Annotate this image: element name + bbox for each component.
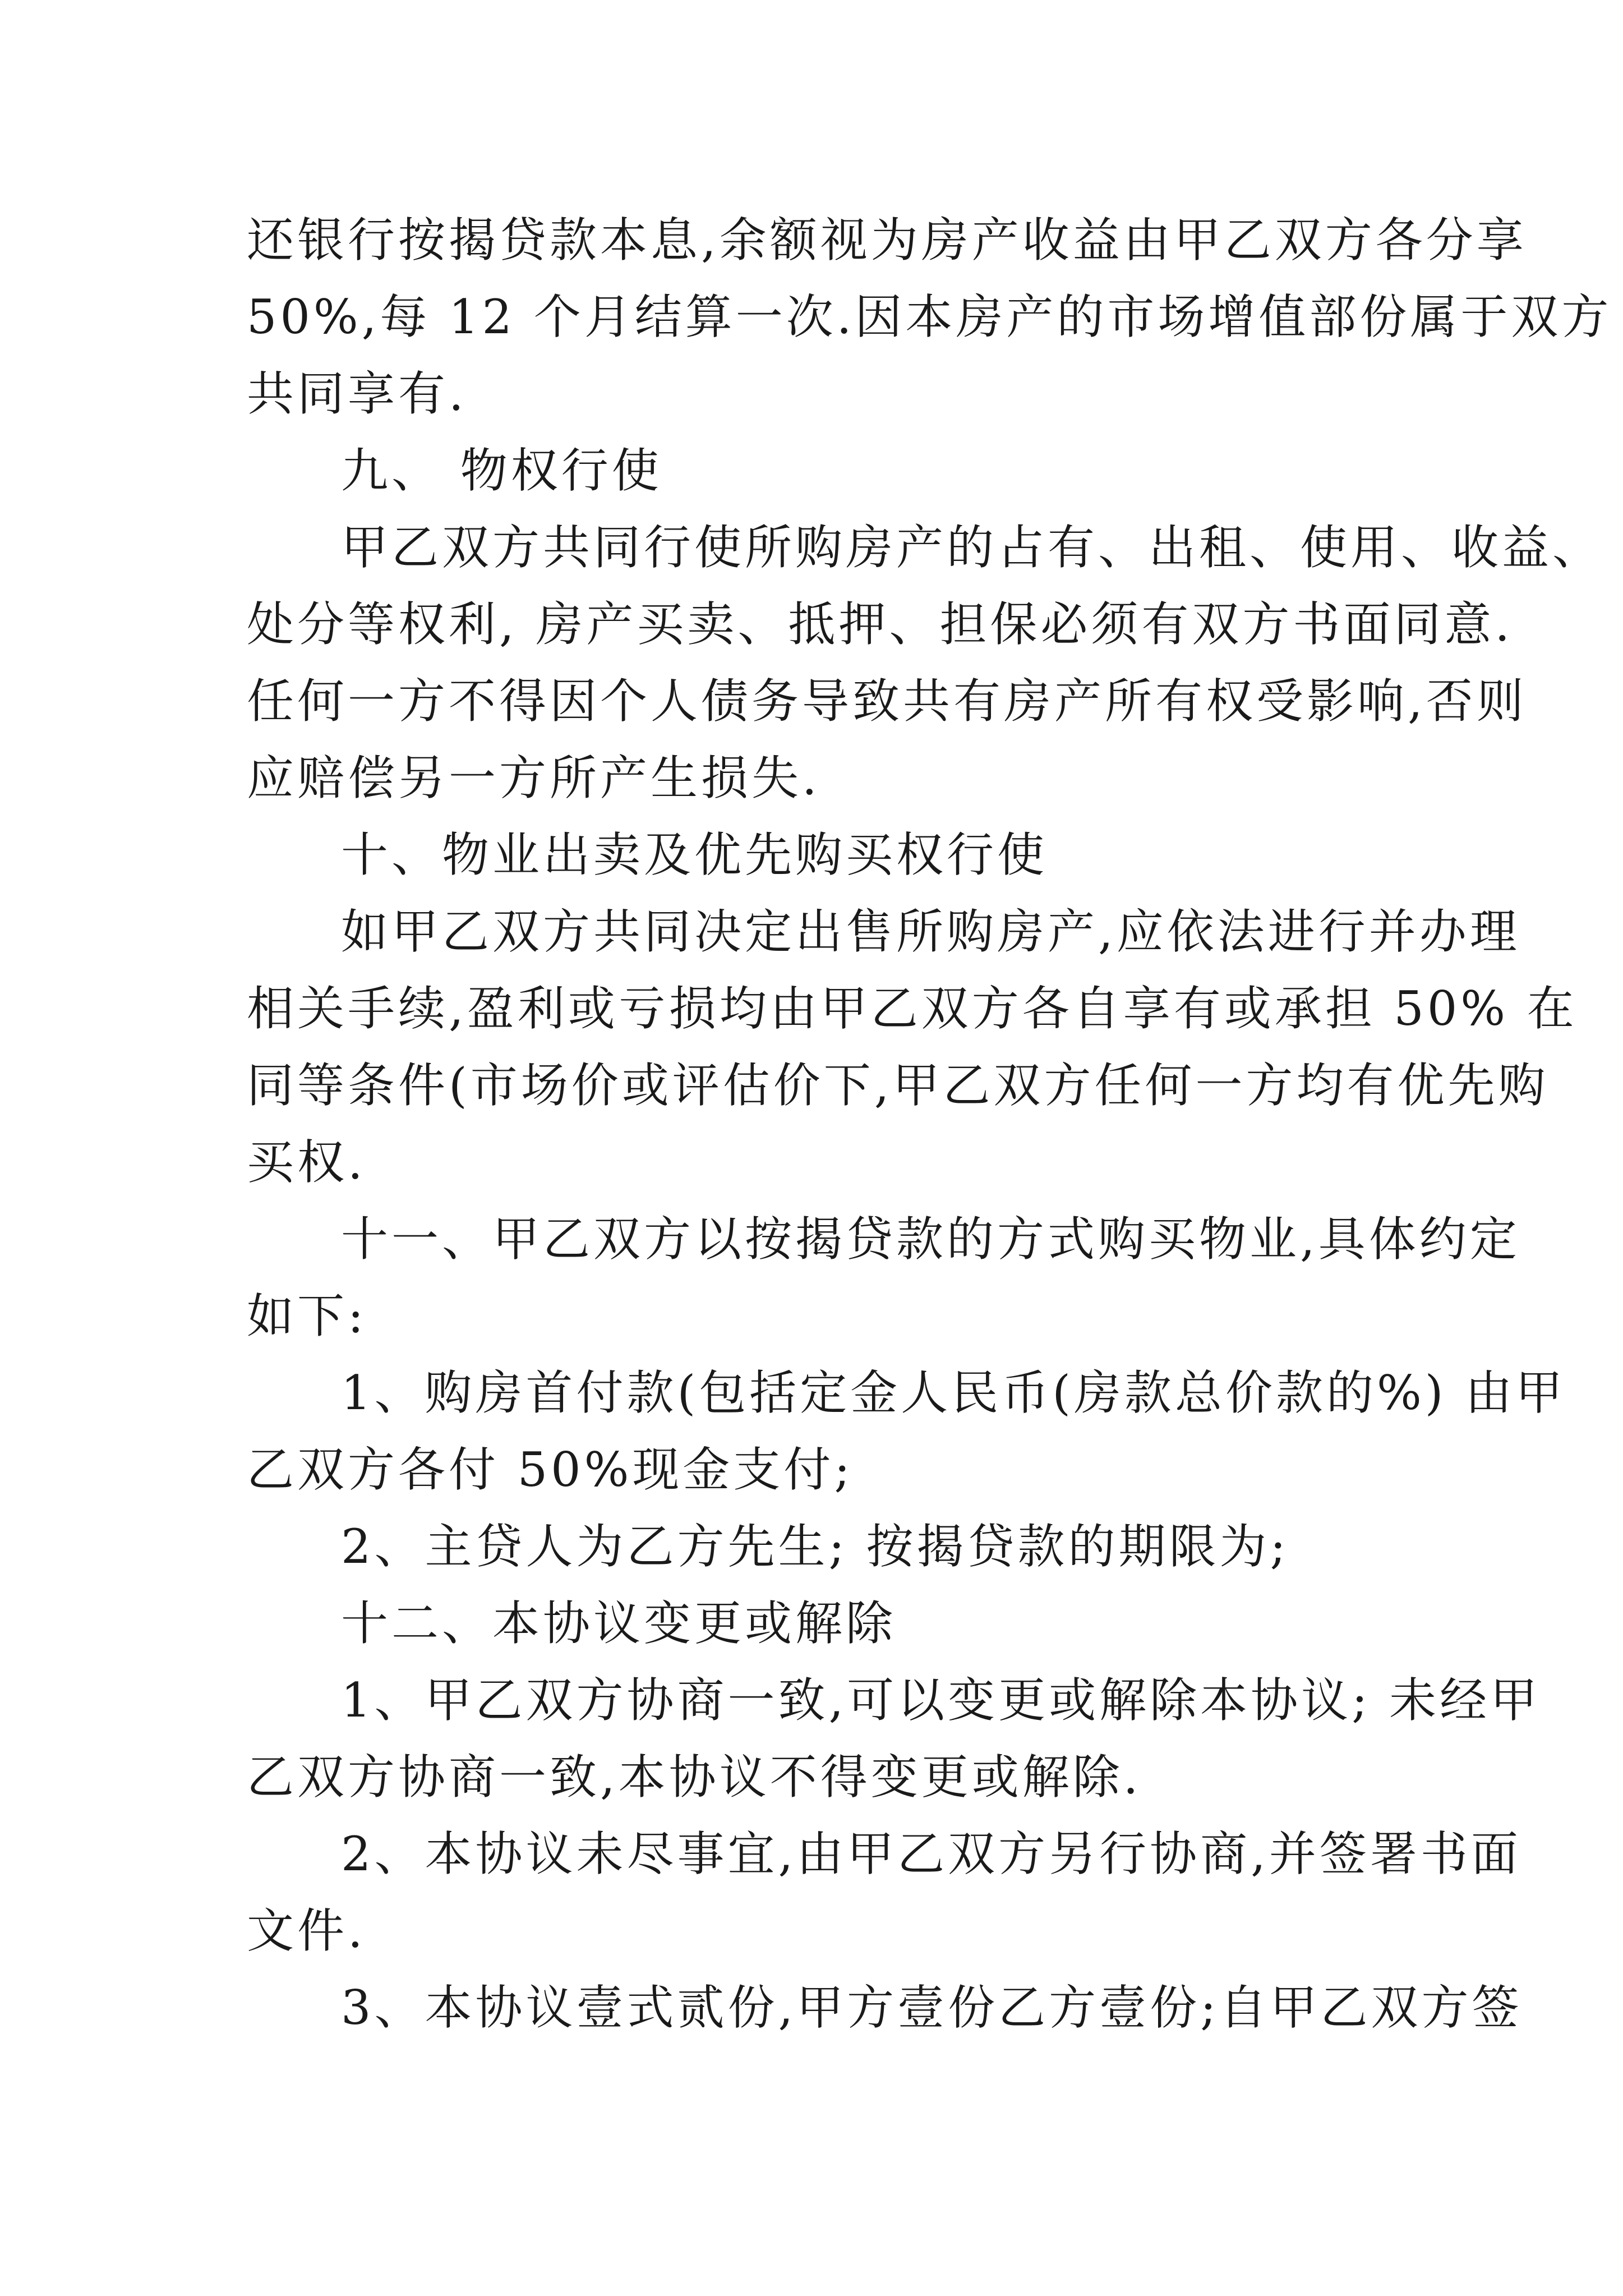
list-item: 2、主贷人为乙方先生; 按揭贷款的期限为; (341, 1519, 1289, 1574)
text-line: 买权. (247, 1135, 366, 1190)
text-line: 如甲乙双方共同决定出售所购房产,应依法进行并办理 (341, 904, 1520, 959)
text-line: 乙双方协商一致,本协议不得变更或解除. (247, 1750, 1142, 1805)
text-line: 应赔偿另一方所产生损失. (247, 751, 820, 806)
list-item: 1、甲乙双方协商一致,可以变更或解除本协议; 未经甲 (341, 1673, 1541, 1728)
document-body (247, 202, 1612, 2046)
text-line: 任何一方不得因个人债务导致共有房产所有权受影响,否则 (247, 674, 1527, 729)
section-heading: 九、 物权行使 (341, 443, 662, 498)
text-line: 相关手续,盈利或亏损均由甲乙双方各自享有或承担 50% 在 (247, 981, 1578, 1036)
text-line: 同等条件(市场价或评估价下,甲乙双方任何一方均有优先购 (247, 1058, 1549, 1113)
section-heading: 十二、本协议变更或解除 (341, 1596, 897, 1651)
section-heading: 十、物业出卖及优先购买权行使 (341, 827, 1048, 882)
text-line: 50%,每 12 个月结算一次.因本房产的市场增值部份属于双方 (247, 289, 1612, 344)
list-item: 3、本协议壹式贰份,甲方壹份乙方壹份;自甲乙双方签 (341, 1980, 1523, 2035)
list-item: 2、本协议未尽事宜,由甲乙双方另行协商,并签署书面 (341, 1826, 1521, 1881)
text-line: 还银行按揭贷款本息,余额视为房产收益由甲乙双方各分享 (247, 213, 1527, 268)
text-line: 共同享有. (247, 366, 467, 421)
text-line: 乙双方各付 50%现金支付; (247, 1442, 854, 1497)
text-line: 文件. (247, 1903, 366, 1958)
list-item: 1、购房首付款(包括定金人民币(房款总价款的%) 由甲 (341, 1365, 1566, 1420)
section-heading: 十一、甲乙双方以按揭贷款的方式购买物业,具体约定 (341, 1212, 1520, 1267)
text-line: 甲乙双方共同行使所购房产的占有、出租、使用、收益、 (341, 520, 1603, 575)
text-line: 如下: (247, 1289, 367, 1343)
text-line: 处分等权利, 房产买卖、抵押、担保必须有双方书面同意. (247, 597, 1514, 652)
